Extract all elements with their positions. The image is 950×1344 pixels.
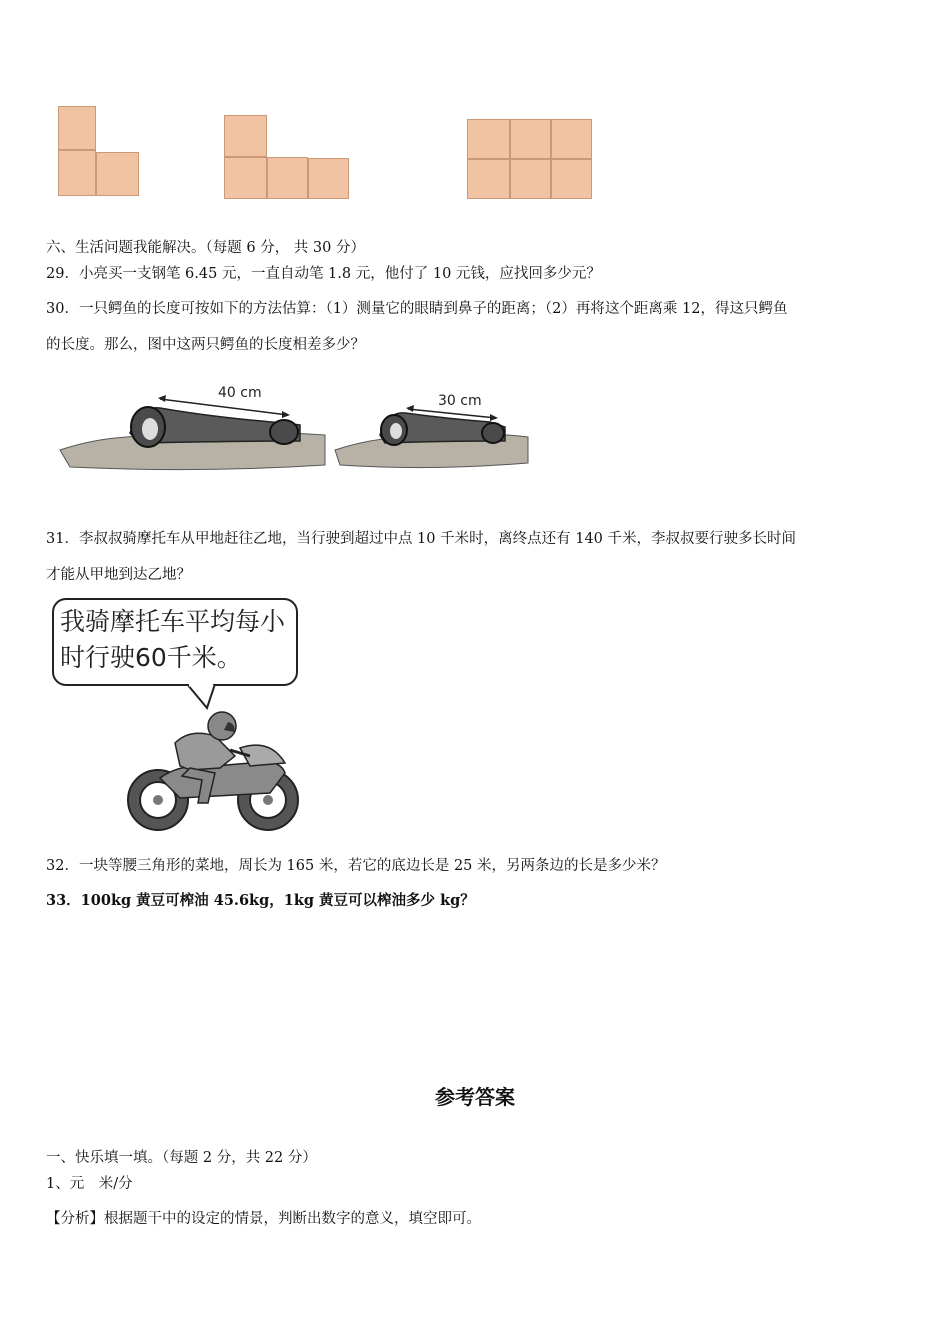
figure3-square	[510, 119, 551, 159]
figure3-square	[510, 159, 551, 199]
figure3-square	[551, 159, 592, 199]
motorcycle-rider-illustration	[120, 708, 305, 838]
figure3-square	[467, 159, 510, 199]
croc2-label: 30 cm	[438, 393, 482, 409]
figure3-square	[467, 119, 510, 159]
section6-header: 六、生活问题我能解决。（每题 6 分， 共 30 分）	[46, 240, 365, 256]
crocodile-2-nose	[482, 423, 504, 443]
figure2-square	[224, 115, 267, 157]
figure3-square	[551, 119, 592, 159]
crocodile-illustration	[50, 375, 540, 480]
question-29: 29．小亮买一支钢笔 6.45 元，一直自动笔 1.8 元，他付了 10 元钱，应找回多少元？	[46, 266, 601, 282]
question-33: 33．100kg 黄豆可榨油 45.6kg，1kg 黄豆可以榨油多少 kg？	[46, 892, 475, 909]
figure1-square	[58, 150, 96, 196]
question-31-line1: 31．李叔叔骑摩托车从甲地赶往乙地，当行驶到超过中点 10 千米时，离终点还有 140 千米，李叔叔要行驶多长时间	[46, 531, 797, 547]
answers-title: 参考答案	[435, 1085, 515, 1109]
question-31-line2: 才能从甲地到达乙地？	[46, 567, 191, 583]
figure1-square	[58, 106, 96, 150]
motorcycle-body	[160, 762, 285, 798]
answer-1: 1、元 米/分	[46, 1176, 133, 1192]
figure2-square	[267, 157, 308, 199]
speech-bubble-text: 我骑摩托车平均每小时行驶60千米。	[60, 607, 286, 672]
croc1-label: 40 cm	[218, 385, 262, 401]
section1-header: 一、快乐填一填。（每题 2 分，共 22 分）	[46, 1150, 317, 1166]
figure2-square	[308, 158, 349, 199]
question-30-line1: 30．一只鳄鱼的长度可按如下的方法估算：（1）测量它的眼睛到鼻子的距离；（2）再将这个距离乘 12，得这只鳄鱼	[46, 301, 788, 317]
question-30-line2: 的长度。那么，图中这两只鳄鱼的长度相差多少？	[46, 337, 365, 353]
question-32: 32．一块等腰三角形的菜地，周长为 165 米，若它的底边长是 25 米，另两条边的长是多少米？	[46, 858, 666, 874]
crocodile-1-nose	[270, 420, 298, 444]
figure1-square	[96, 152, 139, 196]
figure2-square	[224, 157, 267, 199]
analysis: 【分析】根据题干中的设定的情景，判断出数字的意义，填空即可。	[46, 1211, 481, 1227]
